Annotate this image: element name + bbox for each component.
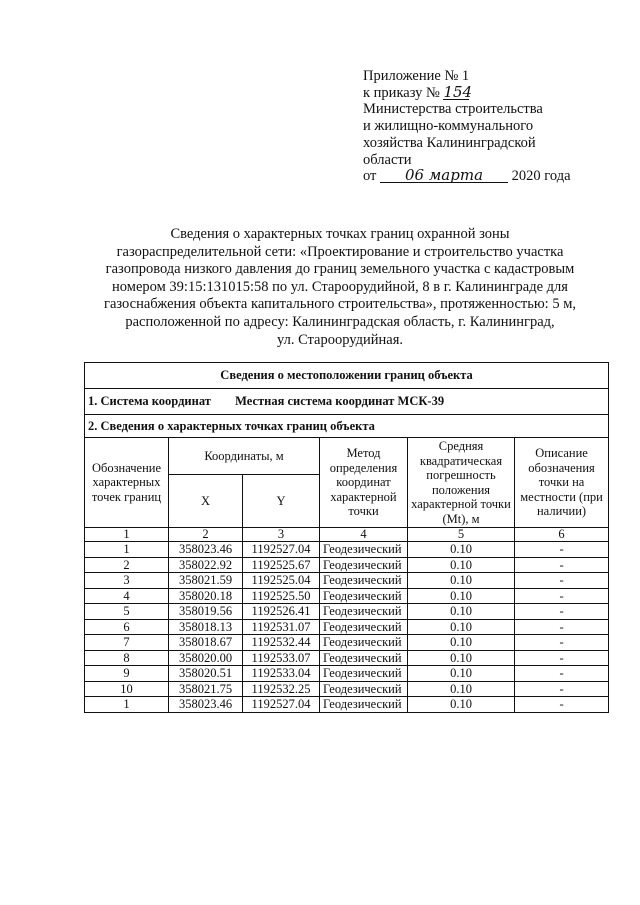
y-coordinate-cell: 1192533.07 bbox=[243, 650, 320, 666]
title-line: номером 39:15:131015:58 по ул. Староорудийной, 8 в г. Калининграде для bbox=[112, 278, 568, 295]
x-coordinate-cell: 358020.18 bbox=[169, 588, 243, 604]
description-cell: - bbox=[515, 650, 609, 666]
point-id-cell: 4 bbox=[85, 588, 169, 604]
header-point-designation: Обозначение характерных точек границ bbox=[85, 438, 169, 528]
x-coordinate-cell: 358022.92 bbox=[169, 557, 243, 573]
header-description: Описание обозначения точки на местности (при наличии) bbox=[515, 438, 609, 528]
method-cell: Геодезический bbox=[320, 697, 408, 713]
table-row bbox=[85, 681, 609, 697]
ministry-line-2: и жилищно-коммунального bbox=[363, 118, 534, 135]
appendix-block bbox=[363, 68, 593, 185]
table-row bbox=[85, 619, 609, 635]
header-x: X bbox=[169, 475, 243, 528]
error-cell: 0.10 bbox=[408, 542, 515, 558]
column-number: 3 bbox=[243, 528, 320, 542]
header-y: Y bbox=[243, 475, 320, 528]
coordinates-table bbox=[84, 362, 609, 713]
date-handwritten: 06 марта bbox=[380, 168, 508, 183]
table-row bbox=[85, 573, 609, 589]
date-line bbox=[363, 168, 593, 185]
table-row bbox=[85, 666, 609, 682]
point-id-cell: 1 bbox=[85, 542, 169, 558]
x-coordinate-cell: 358021.75 bbox=[169, 681, 243, 697]
point-id-cell: 9 bbox=[85, 666, 169, 682]
description-cell: - bbox=[515, 619, 609, 635]
method-cell: Геодезический bbox=[320, 619, 408, 635]
x-coordinate-cell: 358020.51 bbox=[169, 666, 243, 682]
point-id-cell: 7 bbox=[85, 635, 169, 651]
method-cell: Геодезический bbox=[320, 588, 408, 604]
coordinate-system-row bbox=[85, 389, 609, 415]
y-coordinate-cell: 1192531.07 bbox=[243, 619, 320, 635]
y-coordinate-cell: 1192533.04 bbox=[243, 666, 320, 682]
order-number: 154 bbox=[443, 82, 473, 101]
description-cell: - bbox=[515, 573, 609, 589]
description-cell: - bbox=[515, 542, 609, 558]
x-coordinate-cell: 358023.46 bbox=[169, 697, 243, 713]
section-points-heading: 2. Сведения о характерных точках границ объекта bbox=[85, 415, 609, 438]
y-coordinate-cell: 1192532.44 bbox=[243, 635, 320, 651]
title-line: газораспределительной сети: «Проектирование и строительство участка bbox=[116, 243, 564, 260]
title-line: расположенной по адресу: Калининградская область, г. Калининград, bbox=[125, 313, 555, 330]
description-cell: - bbox=[515, 557, 609, 573]
column-number: 5 bbox=[408, 528, 515, 542]
document-title bbox=[60, 226, 620, 349]
y-coordinate-cell: 1192525.50 bbox=[243, 588, 320, 604]
point-id-cell: 6 bbox=[85, 619, 169, 635]
description-cell: - bbox=[515, 604, 609, 620]
title-line: ул. Староорудийная. bbox=[276, 331, 404, 348]
coordinate-system-value: Местная система координат МСК-39 bbox=[235, 394, 445, 408]
error-cell: 0.10 bbox=[408, 619, 515, 635]
table-row bbox=[85, 588, 609, 604]
header-coordinates: Координаты, м bbox=[169, 438, 320, 475]
error-cell: 0.10 bbox=[408, 681, 515, 697]
table-row bbox=[85, 635, 609, 651]
method-cell: Геодезический bbox=[320, 557, 408, 573]
error-cell: 0.10 bbox=[408, 557, 515, 573]
point-id-cell: 8 bbox=[85, 650, 169, 666]
method-cell: Геодезический bbox=[320, 635, 408, 651]
table-row bbox=[85, 650, 609, 666]
y-coordinate-cell: 1192532.25 bbox=[243, 681, 320, 697]
table-row bbox=[85, 604, 609, 620]
point-id-cell: 2 bbox=[85, 557, 169, 573]
ministry-line-3: хозяйства Калининградской bbox=[363, 134, 536, 151]
x-coordinate-cell: 358018.67 bbox=[169, 635, 243, 651]
ministry-line-4: области bbox=[363, 151, 412, 168]
column-number: 4 bbox=[320, 528, 408, 542]
appendix-title: Приложение № 1 bbox=[363, 68, 470, 84]
title-line: Сведения о характерных точках границ охранной зоны bbox=[170, 226, 510, 242]
description-cell: - bbox=[515, 681, 609, 697]
error-cell: 0.10 bbox=[408, 635, 515, 651]
x-coordinate-cell: 358018.13 bbox=[169, 619, 243, 635]
header-error: Средняя квадратическая погрешность положения характерной точки (Mt), м bbox=[408, 438, 515, 528]
error-cell: 0.10 bbox=[408, 604, 515, 620]
point-id-cell: 10 bbox=[85, 681, 169, 697]
title-line: газопровода низкого давления до границ земельного участка с кадастровым bbox=[105, 261, 575, 278]
description-cell: - bbox=[515, 588, 609, 604]
table-row bbox=[85, 557, 609, 573]
method-cell: Геодезический bbox=[320, 604, 408, 620]
error-cell: 0.10 bbox=[408, 666, 515, 682]
table-row bbox=[85, 697, 609, 713]
y-coordinate-cell: 1192525.67 bbox=[243, 557, 320, 573]
y-coordinate-cell: 1192527.04 bbox=[243, 542, 320, 558]
table-heading: Сведения о местоположении границ объекта bbox=[85, 363, 609, 389]
point-id-cell: 5 bbox=[85, 604, 169, 620]
ministry-line-1: Министерства строительства bbox=[363, 101, 543, 118]
description-cell: - bbox=[515, 697, 609, 713]
x-coordinate-cell: 358023.46 bbox=[169, 542, 243, 558]
error-cell: 0.10 bbox=[408, 650, 515, 666]
column-number: 6 bbox=[515, 528, 609, 542]
x-coordinate-cell: 358021.59 bbox=[169, 573, 243, 589]
x-coordinate-cell: 358019.56 bbox=[169, 604, 243, 620]
error-cell: 0.10 bbox=[408, 588, 515, 604]
point-id-cell: 3 bbox=[85, 573, 169, 589]
method-cell: Геодезический bbox=[320, 542, 408, 558]
coordinate-system-label: 1. Система координат bbox=[88, 394, 211, 408]
description-cell: - bbox=[515, 635, 609, 651]
y-coordinate-cell: 1192525.04 bbox=[243, 573, 320, 589]
x-coordinate-cell: 358020.00 bbox=[169, 650, 243, 666]
title-line: газоснабжения объекта капитального строительства», протяженностью: 5 м, bbox=[104, 296, 576, 313]
y-coordinate-cell: 1192527.04 bbox=[243, 697, 320, 713]
method-cell: Геодезический bbox=[320, 650, 408, 666]
table-body bbox=[85, 542, 609, 713]
order-line bbox=[363, 82, 593, 102]
column-number: 2 bbox=[169, 528, 243, 542]
header-method: Метод определения координат характерной точки bbox=[320, 438, 408, 528]
description-cell: - bbox=[515, 666, 609, 682]
date-suffix: 2020 года bbox=[511, 168, 571, 185]
method-cell: Геодезический bbox=[320, 573, 408, 589]
column-number: 1 bbox=[85, 528, 169, 542]
order-prefix: к приказу № bbox=[363, 84, 440, 101]
point-id-cell: 1 bbox=[85, 697, 169, 713]
error-cell: 0.10 bbox=[408, 573, 515, 589]
date-prefix: от bbox=[363, 168, 377, 185]
y-coordinate-cell: 1192526.41 bbox=[243, 604, 320, 620]
method-cell: Геодезический bbox=[320, 666, 408, 682]
method-cell: Геодезический bbox=[320, 681, 408, 697]
error-cell: 0.10 bbox=[408, 697, 515, 713]
table-row bbox=[85, 542, 609, 558]
